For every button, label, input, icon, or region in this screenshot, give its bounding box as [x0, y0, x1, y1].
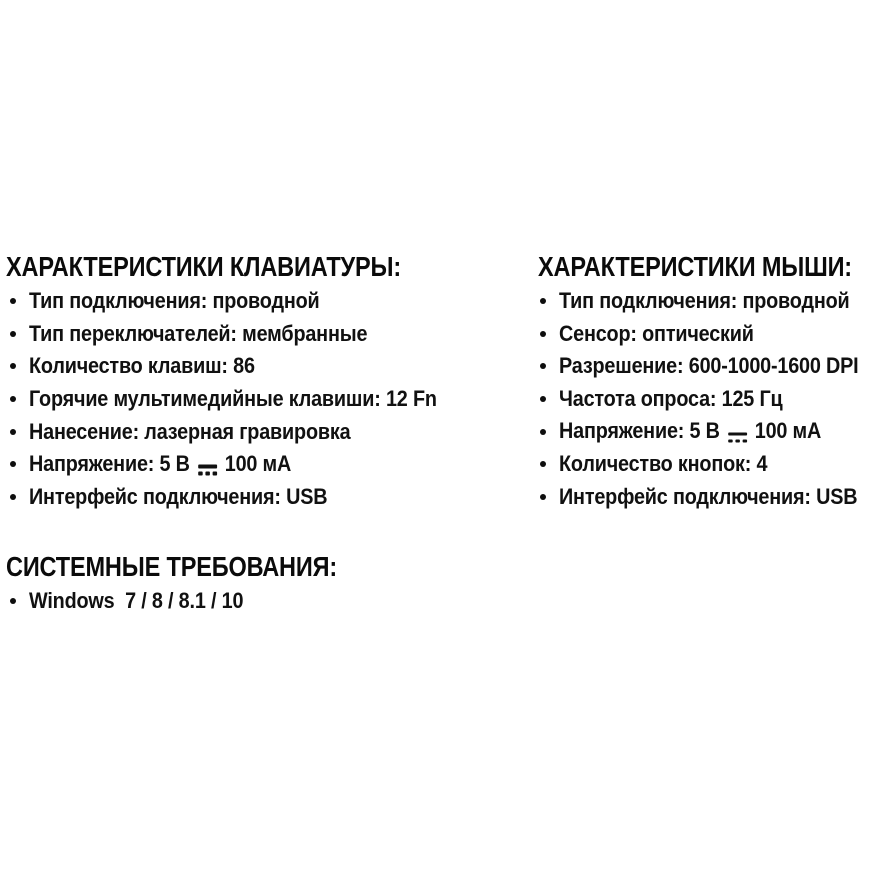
- spec-item-text: Интерфейс подключения: USB: [559, 483, 858, 509]
- spec-item: [538, 415, 870, 448]
- mouse-specs-title: ХАРАКТЕРИСТИКИ МЫШИ:: [538, 251, 852, 282]
- spec-item: [6, 285, 506, 318]
- spec-item: [538, 481, 870, 514]
- spec-item: [538, 383, 870, 416]
- mouse-specs-section: [538, 251, 870, 513]
- bullet-icon: [10, 461, 16, 467]
- bullet-icon: [540, 494, 546, 500]
- spec-item: [6, 448, 506, 481]
- spec-item: [6, 481, 506, 514]
- spec-item: [6, 585, 506, 618]
- spec-item-text: Windows 7 / 8 / 8.1 / 10: [29, 588, 244, 614]
- system-requirements-list: [6, 585, 506, 618]
- bullet-icon: [10, 298, 16, 304]
- spec-item-text: Напряжение: 5 В 100 мА: [29, 450, 292, 476]
- bullet-icon: [540, 396, 546, 402]
- spec-item-text: Горячие мультимедийные клавиши: 12 Fn: [29, 386, 437, 412]
- spec-item-text: Напряжение: 5 В 100 мА: [559, 418, 822, 444]
- keyboard-specs-section: [6, 251, 506, 513]
- spec-item-text: Сенсор: оптический: [559, 320, 754, 346]
- mouse-specs-column: [538, 251, 870, 513]
- keyboard-specs-column: [6, 251, 506, 618]
- spec-item-text: Нанесение: лазерная гравировка: [29, 418, 351, 444]
- keyboard-specs-title: ХАРАКТЕРИСТИКИ КЛАВИАТУРЫ:: [6, 251, 402, 282]
- bullet-icon: [10, 598, 16, 604]
- spec-item-text: Разрешение: 600-1000-1600 DPI: [559, 353, 859, 379]
- spec-item-text: Интерфейс подключения: USB: [29, 483, 328, 509]
- bullet-icon: [10, 363, 16, 369]
- keyboard-specs-list: [6, 285, 506, 513]
- bullet-icon: [10, 429, 16, 435]
- bullet-icon: [540, 363, 546, 369]
- spec-item: [538, 350, 870, 383]
- spec-item-text: Тип подключения: проводной: [29, 288, 320, 314]
- system-requirements-title: СИСТЕМНЫЕ ТРЕБОВАНИЯ:: [6, 551, 338, 583]
- spec-item: [6, 415, 506, 448]
- bullet-icon: [540, 331, 546, 337]
- spec-item-text: Количество клавиш: 86: [29, 353, 255, 379]
- dc-symbol: [198, 465, 217, 476]
- spec-item-text: Количество кнопок: 4: [559, 451, 768, 477]
- bullet-icon: [540, 461, 546, 467]
- spec-item-text: Тип подключения: проводной: [559, 288, 850, 314]
- bullet-icon: [540, 298, 546, 304]
- bullet-icon: [10, 331, 16, 337]
- spec-item: [6, 383, 506, 416]
- spec-item: [538, 318, 870, 351]
- spec-item: [6, 318, 506, 351]
- spec-item: [538, 285, 870, 318]
- spec-item: [538, 448, 870, 481]
- bullet-icon: [540, 429, 546, 435]
- spec-item: [6, 350, 506, 383]
- system-requirements-section: [6, 551, 506, 618]
- mouse-specs-list: [538, 285, 870, 513]
- bullet-icon: [10, 396, 16, 402]
- dc-symbol: [728, 432, 747, 443]
- bullet-icon: [10, 494, 16, 500]
- spec-item-text: Частота опроса: 125 Гц: [559, 386, 783, 412]
- spec-item-text: Тип переключателей: мембранные: [29, 320, 368, 346]
